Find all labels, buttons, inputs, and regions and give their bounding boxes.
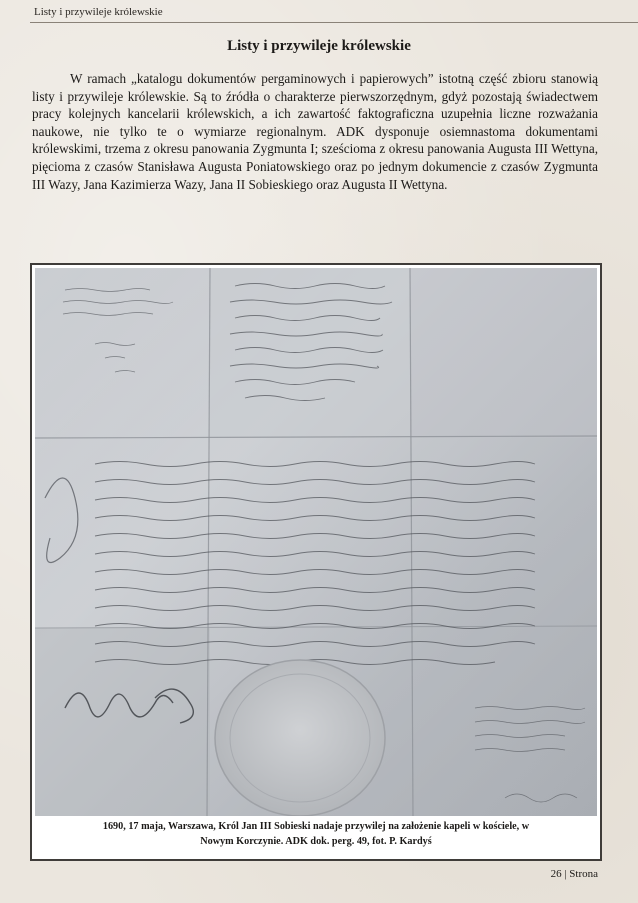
- document-figure: [30, 263, 602, 861]
- page-title: Listy i przywileje królewskie: [227, 38, 411, 54]
- parchment-photo: [35, 268, 597, 816]
- figure-caption: [40, 819, 592, 849]
- figure-caption-line-1: 1690, 17 maja, Warszawa, Król Jan III Sobieski nadaje przywilej na założenie kapeli w kościele, w: [102, 821, 530, 832]
- body-paragraph: W ramach „katalogu dokumentów pergaminowych i papierowych” istotną część zbioru stanowią listy i przywileje królewskie. Są to źródła o charakterze pierwszorzędnym, gdyż pozostają świadectwem pracy kolejnych kancelarii królewskich, a ich zawartość faktograficzna uzupełnia liczne rozważania naukowe, nie tylko te o wymiarze regionalnym. ADK dysponuje osiemnastoma dokumentami królewskimi, trzema z okresu panowania Zygmunta I; sześcioma z okresu panowania Augusta III Wettyna, pięcioma z czasów Stanisława Augusta Poniatowskiego oraz po jednym dokumencie z czasów Zygmunta III Wazy, Jana Kazimierza Wazy, Jana II Sobieskiego oraz Augusta II Wettyna.: [32, 71, 598, 192]
- page-number: 26 | Strona: [550, 868, 598, 880]
- running-header: Listy i przywileje królewskie: [34, 6, 163, 18]
- header-divider: [30, 22, 638, 23]
- figure-caption-line-2: Nowym Korczynie. ADK dok. perg. 49, fot. P. Kardyś: [200, 836, 432, 847]
